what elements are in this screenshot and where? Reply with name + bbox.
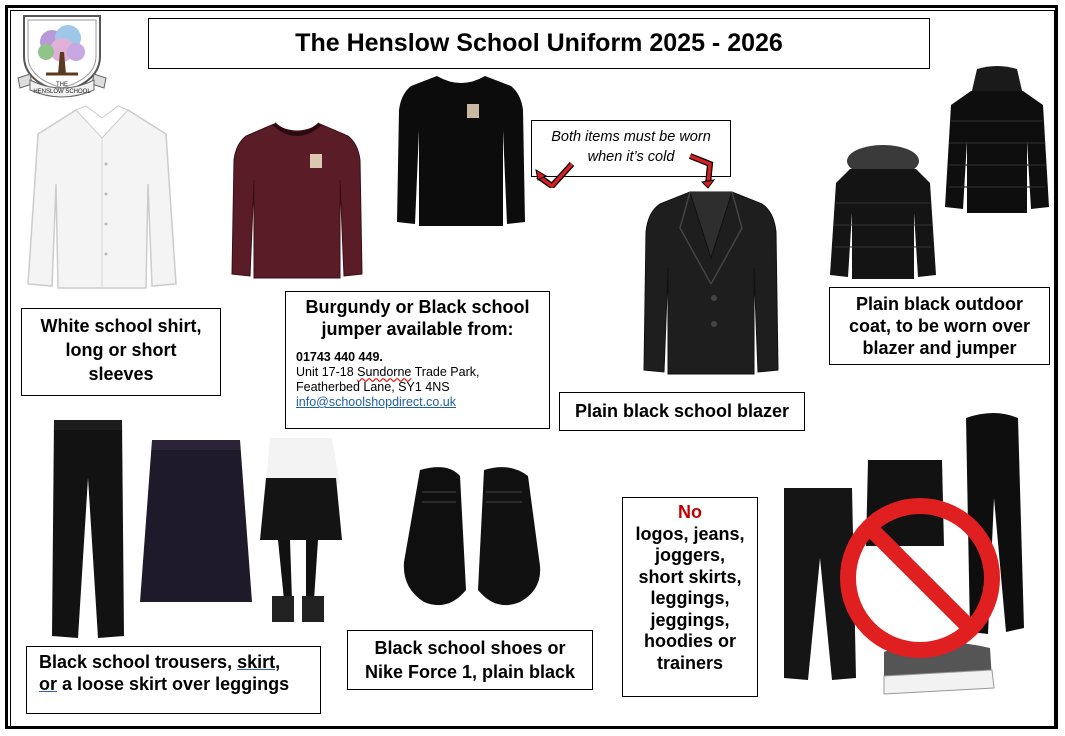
fur-hood-coat-image [828, 143, 938, 281]
skirt-underlined: skirt, [237, 652, 281, 672]
prohibited-items-list [622, 497, 758, 697]
arrow-left-icon [534, 158, 576, 188]
logo-text-the: THE [56, 82, 68, 88]
shirt-label-line2: long or short [65, 340, 177, 360]
loose-skirt-text: a loose skirt over leggings [57, 674, 290, 694]
supplier-phone: 01743 440 449. [296, 350, 383, 364]
jumper-label-line2: jumper available from: [321, 319, 514, 339]
trousers-label-line2 [39, 673, 308, 695]
no-item: trainers [656, 652, 724, 673]
school-shoes-image [398, 462, 546, 612]
supplier-email-link[interactable]: info@schoolshopdirect.co.uk [296, 395, 456, 409]
shirt-label-line3: sleeves [88, 364, 154, 384]
arrow-right-icon [686, 152, 728, 190]
shoes-label-line2: Nike Force 1, plain black [364, 662, 576, 682]
coat-label-line1: Plain black outdoor [855, 294, 1024, 314]
address-unit: Unit 17-18 [296, 365, 358, 379]
trousers-label [26, 646, 321, 714]
no-item: hoodies or [643, 631, 736, 651]
long-skirt-image [138, 438, 254, 606]
jumper-label [285, 291, 550, 429]
no-item: joggers, [654, 545, 725, 565]
cold-note-line1: Both items must be worn [551, 129, 711, 145]
supplier-address-line1 [296, 365, 539, 380]
no-heading: No [678, 502, 702, 522]
shoes-label [347, 630, 593, 690]
supplier-address-line2: Featherbed Lane, SY1 4NS [296, 380, 450, 394]
jumper-label-line1: Burgundy or Black school [305, 297, 530, 317]
white-shirt-image [26, 104, 178, 290]
shirt-label [21, 308, 221, 396]
blazer-image [642, 188, 780, 378]
skirt-leggings-image [256, 438, 350, 628]
black-jumper-image [395, 72, 527, 228]
no-item: jeggings, [650, 609, 730, 630]
supplier-contact [296, 350, 539, 410]
prohibited-items-image [780, 408, 1055, 704]
coat-label [829, 287, 1050, 365]
trousers-text: Black school trousers, [39, 652, 238, 672]
trousers-label-line1 [39, 651, 308, 673]
address-sundorne: Sundorne [357, 365, 412, 379]
puffer-coat-image [943, 65, 1051, 215]
blazer-label: Plain black school blazer [559, 392, 805, 431]
or-underlined: or [39, 674, 57, 694]
address-rest: Trade Park, [411, 365, 480, 379]
no-item: short skirts, [638, 566, 742, 587]
coat-label-line2: coat, to be worn over [848, 316, 1031, 336]
shirt-label-line1: White school shirt, [40, 316, 202, 336]
school-logo [16, 12, 108, 98]
cold-note-line2: when it’s cold [587, 149, 675, 165]
coat-label-line3: blazer and jumper [862, 338, 1017, 358]
page-title: The Henslow School Uniform 2025 - 2026 [148, 18, 930, 69]
no-item: leggings, [650, 588, 730, 608]
trousers-image [50, 418, 126, 640]
shoes-label-line1: Black school shoes or [374, 638, 566, 658]
logo-text-name: HENSLOW SCHOOL [33, 89, 91, 95]
no-item: logos, jeans, [635, 523, 745, 544]
burgundy-jumper-image [230, 120, 364, 280]
